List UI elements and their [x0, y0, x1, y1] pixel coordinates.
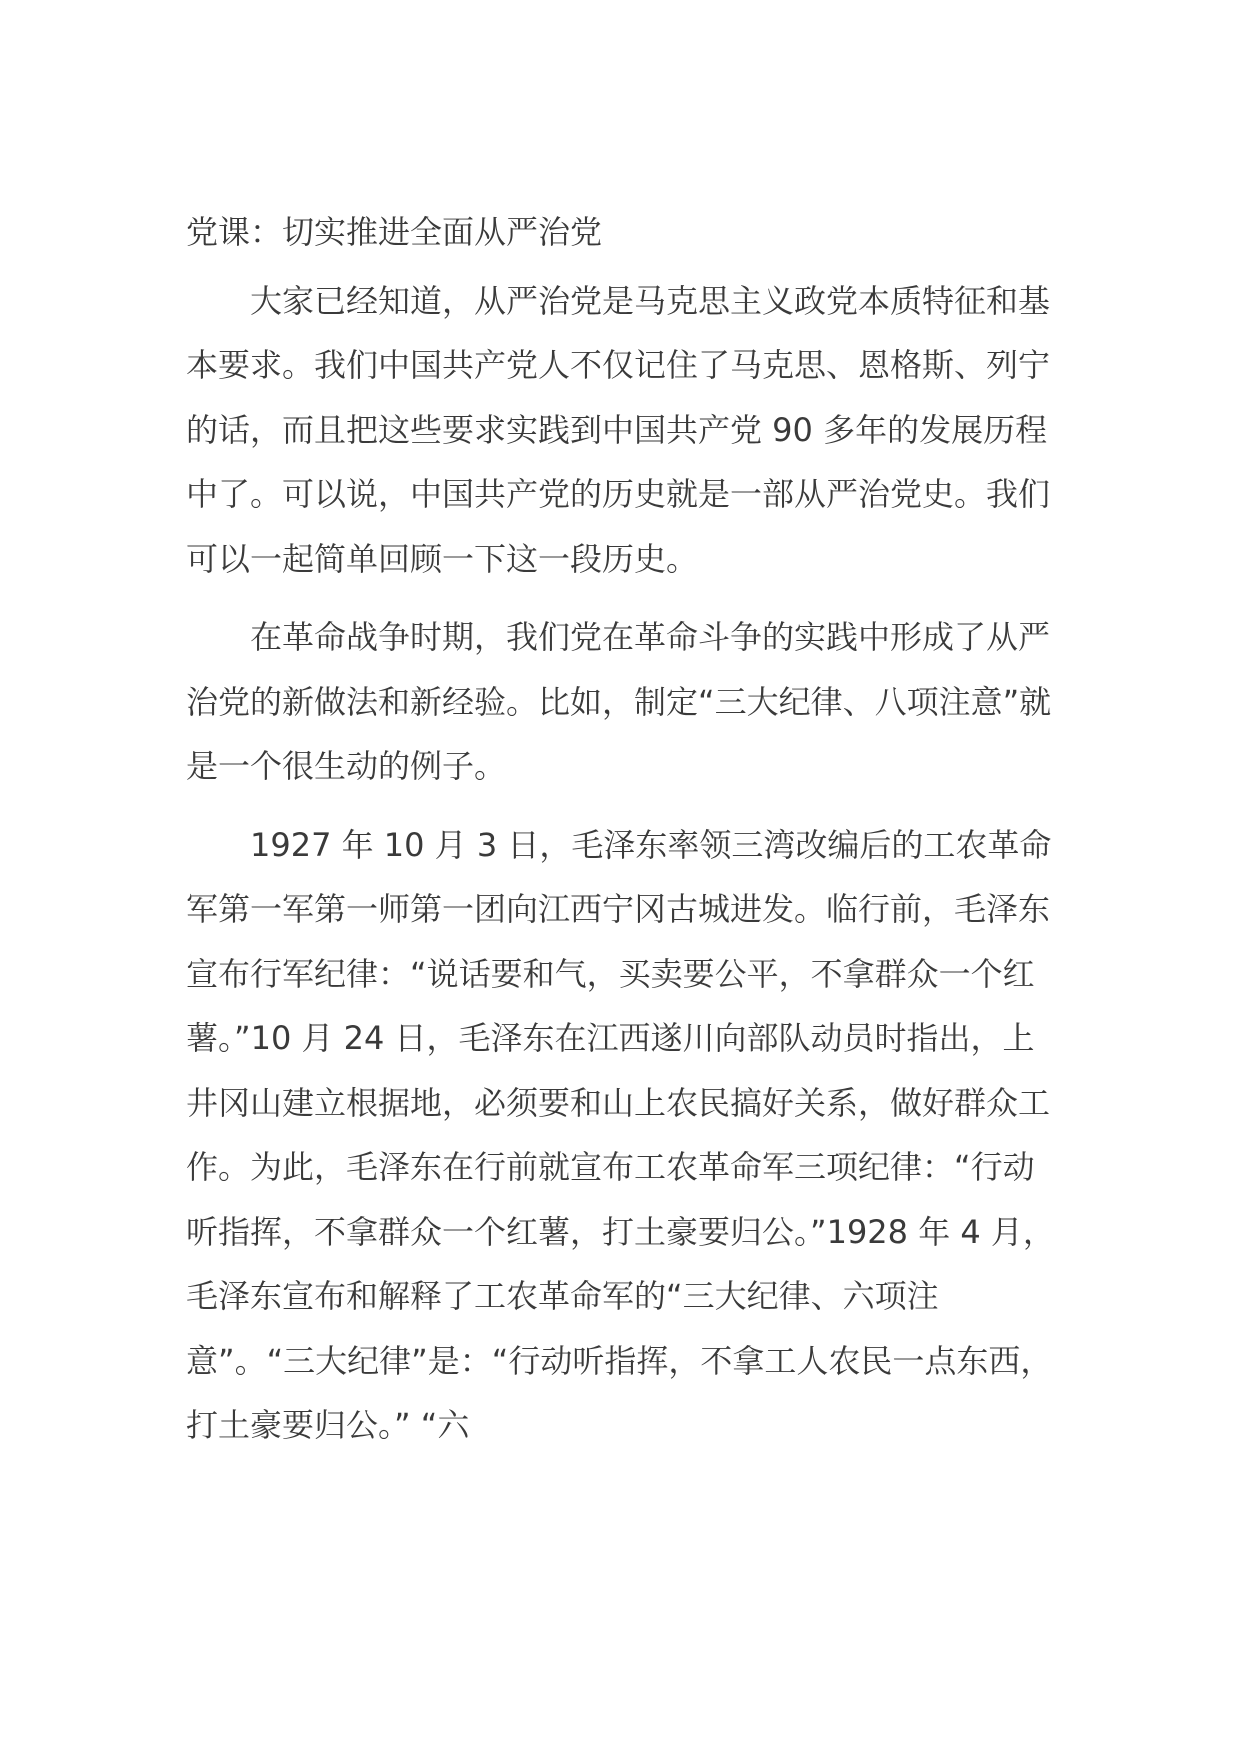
paragraph-3: 1927 年 10 月 3 日，毛泽东率领三湾改编后的工农革命军第一军第一师第一团向江西宁冈古城进发。临行前，毛泽东宣布行军纪律：“说话要和气，买卖要公平，不拿群众一个红薯。”10 月 24 日，毛泽东在江西遂川向部队动员时指出，上井冈山建立根据地，必须要和山上农民搞好关系，做好群众工作。为此，毛泽东在行前就宣布工农革命军三项纪律：“行动听指挥，不拿群众一个红薯，打土豪要归公。”1928 年 4 月，毛泽东宣布和解释了工农革命军的“三大纪律、六项注意”。“三大纪律”是：“行动听指挥，不拿工人农民一点东西，打土豪要归公。” “六 [186, 825, 1055, 1444]
paragraph-2: 在革命战争时期，我们党在革命斗争的实践中形成了从严治党的新做法和新经验。比如，制定“三大纪律、八项注意”就是一个很生动的例子。 [186, 618, 1052, 785]
paragraph-1: 大家已经知道，从严治党是马克思主义政党本质特征和基本要求。我们中国共产党人不仅记住了马克思、恩格斯、列宁的话，而且把这些要求实践到中国共产党 90 多年的发展历程中了。可以说，中国共产党的历史就是一部从严治党史。我们可以一起简单回顾一下这一段历史。 [186, 281, 1051, 578]
document-body [186, 200, 1056, 1458]
document-title: 党课：切实推进全面从严治党 [186, 213, 603, 251]
